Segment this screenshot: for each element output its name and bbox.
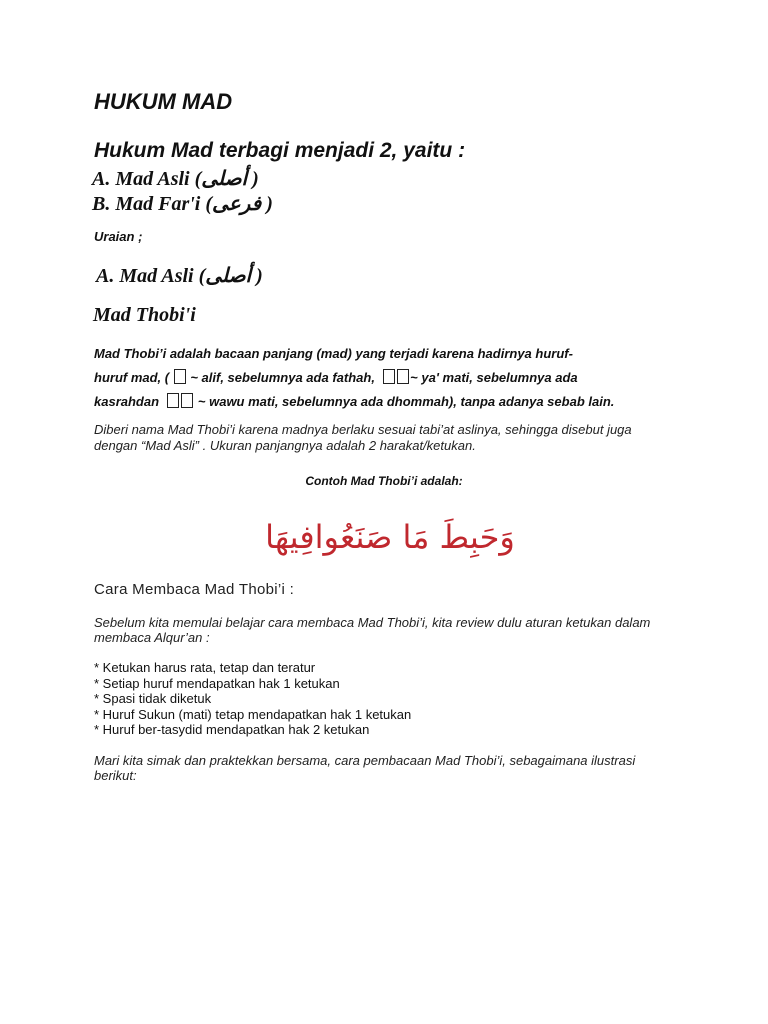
closing-paragraph: Mari kita simak dan praktekkan bersama, cara pembacaan Mad Thobi’i, sebagaimana ilustrasi berikut:	[94, 753, 636, 783]
section-heading: Mad Thobi'i	[93, 304, 196, 326]
section-a-arabic: أصلى	[205, 265, 252, 287]
list-item: * Huruf Sukun (mati) tetap mendapatkan hak 1 ketukan	[94, 706, 412, 722]
definition-line-3a: kasrahdan	[94, 394, 160, 409]
definition-line-2b: ~ alif, sebelumnya ada fathah,	[186, 370, 375, 385]
division-b	[92, 191, 273, 216]
division-a-close: )	[247, 168, 259, 190]
division-a-arabic: أصلى	[201, 168, 248, 190]
definition-line-1: Mad Thobi’i adalah bacaan panjang (mad) yang terjadi karena hadirnya huruf-	[94, 346, 573, 361]
definition-line-3b: ~ wawu mati, sebelumnya ada dhommah), tanpa adanya sebab lain.	[194, 394, 615, 409]
rules-list	[94, 660, 411, 738]
division-a	[92, 166, 259, 191]
example-label: Contoh Mad Thobi’i adalah:	[305, 474, 463, 488]
arabic-example-text: وَحَبِطَ مَا صَنَعُوافِيهَا	[265, 518, 515, 556]
division-a-label: A. Mad Asli (	[92, 168, 202, 190]
division-b-arabic: فرعى	[212, 193, 262, 215]
description-paragraph: Diberi nama Mad Thobi’i karena madnya berlaku sesuai tabi’at aslinya, sehingga disebut juga dengan “Mad Asli” . Ukuran panjangnya adalah 2 harakat/ketukan.	[94, 422, 632, 453]
definition-line-2c: ~ ya' mati, sebelumnya ada	[410, 370, 578, 385]
intro-paragraph: Sebelum kita memulai belajar cara membaca Mad Thobi’i, kita review dulu aturan ketukan dalam membaca Alqur’an :	[94, 615, 651, 645]
section-a-close: )	[251, 265, 263, 287]
uraian-label: Uraian ;	[94, 229, 143, 244]
list-item: * Setiap huruf mendapatkan hak 1 ketukan	[94, 675, 340, 691]
definition-line-2a: huruf mad, (	[94, 370, 170, 385]
missing-glyph-icon	[167, 393, 179, 408]
missing-glyph-icon	[174, 369, 186, 384]
missing-glyph-icon	[397, 369, 409, 384]
list-item: * Ketukan harus rata, tetap dan teratur	[94, 660, 316, 675]
arabic-example-image	[240, 508, 540, 564]
definition-paragraph	[94, 342, 694, 414]
missing-glyph-icon	[181, 393, 193, 408]
document-subtitle: Hukum Mad terbagi menjadi 2, yaitu :	[94, 139, 466, 162]
division-b-close: )	[261, 193, 273, 215]
division-b-label: B. Mad Far'i (	[92, 193, 213, 215]
document-title: HUKUM MAD	[94, 89, 233, 114]
section-a-label: A. Mad Asli (	[96, 265, 206, 287]
cara-heading: Cara Membaca Mad Thobi’i :	[94, 581, 295, 598]
missing-glyph-icon	[383, 369, 395, 384]
section-a-heading	[96, 263, 263, 288]
list-item: * Spasi tidak diketuk	[94, 691, 212, 706]
list-item: * Huruf ber-tasydid mendapatkan hak 2 ketukan	[94, 722, 370, 737]
